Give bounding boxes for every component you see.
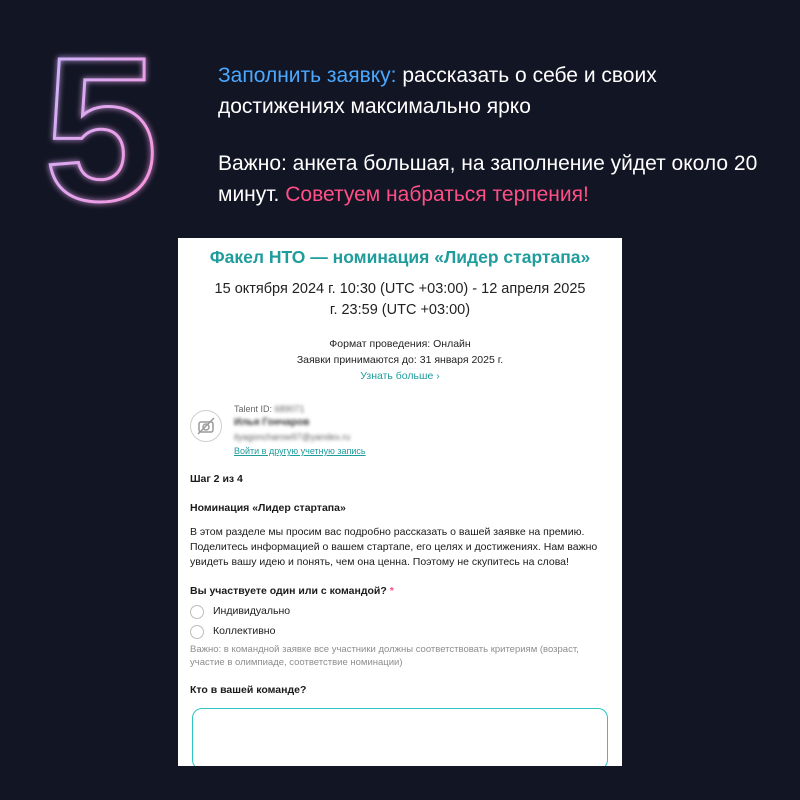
section-description: В этом разделе мы просим вас подробно рассказать о вашей заявке на премию. Поделитесь информацией о вашем стартапе, его целях и достижениях. Нам важно увидеть вашу идею и понять, чем она ценна. Поэтому не скупитесь на слова! <box>190 526 598 568</box>
radio-label: Индивидуально <box>213 605 291 617</box>
required-mark: * <box>386 585 394 597</box>
account-name: Илья Гончаров <box>234 417 310 428</box>
step-indicator: Шаг 2 из 4 <box>190 473 243 485</box>
talent-id-label: Talent ID: <box>234 404 275 414</box>
radio-individual[interactable] <box>190 604 610 619</box>
event-meta <box>178 336 622 384</box>
radio-team[interactable] <box>190 624 610 639</box>
switch-account-link[interactable]: Войти в другую учетную запись <box>234 446 366 456</box>
more-link-label: Узнать больше <box>360 370 434 382</box>
headline-highlight-pink: Советуем набраться терпения! <box>285 183 589 206</box>
headline-line-1 <box>218 60 778 122</box>
question-text: Вы участвуете один или с командой? <box>190 585 387 597</box>
talent-id-value: 689071 <box>274 404 305 414</box>
headline-text-2: Важно: анкета большая, на заполнение уйдет около 20 минут. <box>218 152 758 206</box>
step-number-5 <box>40 40 190 210</box>
account-block <box>178 402 622 472</box>
account-email: ilyagoncharow97@yandex.ru <box>234 432 351 442</box>
no-photo-icon <box>196 416 216 436</box>
event-deadline: Заявки принимаются до: 31 января 2025 г. <box>296 354 504 366</box>
event-dates: 15 октября 2024 г. 10:30 (UTC +03:00) - 12 апреля 2025 г. 23:59 (UTC +03:00) <box>214 281 586 318</box>
more-link[interactable] <box>178 368 622 384</box>
team-question: Кто в вашей команде? <box>190 684 307 696</box>
account-info <box>234 402 366 458</box>
radio-label: Коллективно <box>213 625 276 637</box>
radio-circle[interactable] <box>190 625 204 639</box>
headline-line-2 <box>218 148 778 210</box>
card-title: Факел НТО — номинация «Лидер стартапа» <box>209 247 591 267</box>
headline <box>218 60 778 210</box>
event-format: Формат проведения: Онлайн <box>329 338 471 350</box>
chevron-right-icon: › <box>436 370 440 382</box>
talent-id <box>234 402 366 416</box>
participation-question <box>190 584 610 599</box>
section-title: Номинация «Лидер стартапа» <box>190 502 346 514</box>
svg-text:5: 5 <box>44 40 159 210</box>
application-form-screenshot <box>178 238 622 766</box>
headline-text-1: рассказать о себе и своих достижениях максимально ярко <box>218 64 657 118</box>
radio-circle[interactable] <box>190 605 204 619</box>
avatar <box>190 410 222 442</box>
headline-highlight-blue: Заполнить заявку: <box>218 64 397 87</box>
team-hint: Важно: в командной заявке все участники должны соответствовать критериям (возраст, участие в олимпиаде, соответствие номинации) <box>190 644 579 668</box>
team-members-textarea[interactable] <box>192 708 608 766</box>
form-section <box>178 472 622 766</box>
